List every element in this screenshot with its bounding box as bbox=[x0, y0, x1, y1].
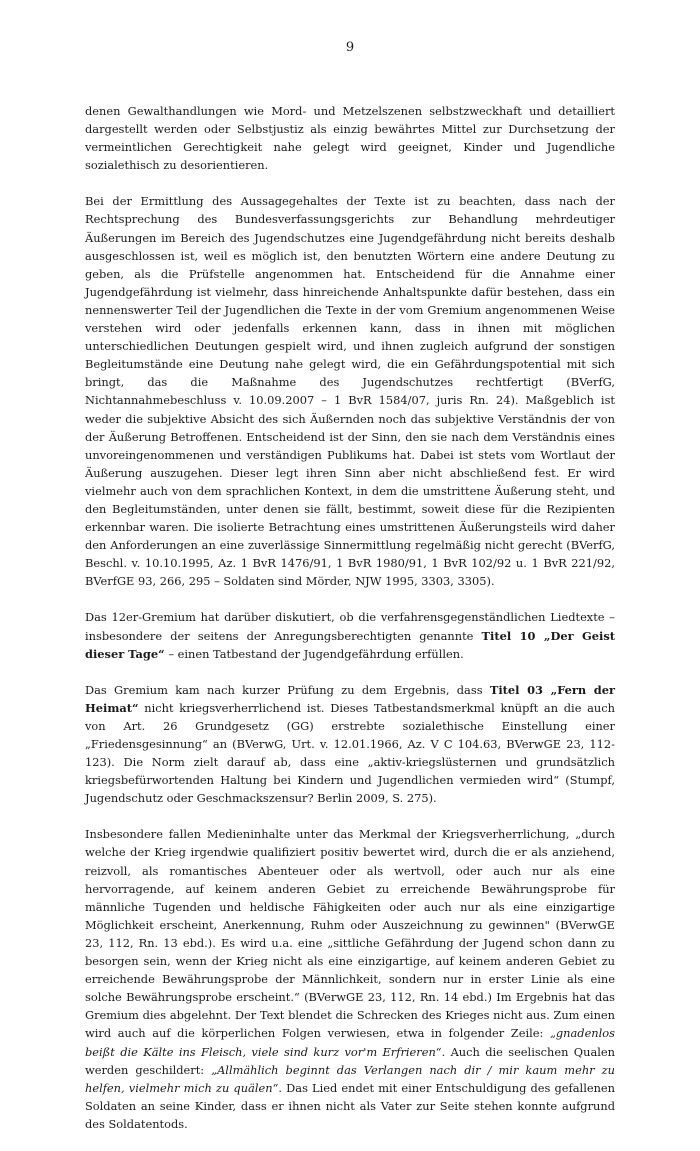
paragraph-4-text-a: Das Gremium kam nach kurzer Prüfung zu dem Ergebnis, dass bbox=[85, 682, 490, 697]
document-body bbox=[85, 102, 615, 1151]
paragraph-4-text-b: nicht kriegsverherrlichend ist. Dieses Tatbestandsmerkmal knüpft an die auch von Art. 26 Grundgesetz (GG) erstrebte sozialethische Einstellung einer „Friedensgesinnung“ an (BVerwG, Urt. v. 12.01.1966, Az. V C 104.63, BVerwGE 23, 112-123). Die Norm zielt darauf ab, dass eine „aktiv-kriegslüsternen und grundsätzlich kriegsbefürwortenden Haltung bei Kindern und Jugendlichen vermieden wird“ (Stumpf, Jugendschutz oder Geschmackszensur? Berlin 2009, S. 275). bbox=[85, 700, 615, 806]
paragraph-3-text-b: – einen Tatbestand der Jugendgefährdung erfüllen. bbox=[164, 646, 464, 661]
paragraph-1-text: denen Gewalthandlungen wie Mord- und Metzelszenen selbstzweckhaft und detailliert dargestellt werden oder Selbstjustiz als einzig bewährtes Mittel zur Durchsetzung der vermeintlichen Gerechtigkeit nahe gelegt wird geeignet, Kinder und Jugendliche sozialethisch zu desorientieren. bbox=[85, 104, 615, 173]
paragraph-5-text-a: Insbesondere fallen Medieninhalte unter das Merkmal der Kriegsverherrlichung, „durch welche der Krieg irgendwie qualifiziert positiv bewertet wird, durch die er als anziehend, reizvoll, als romantisches Abenteuer oder als wertvoll, oder auch nur als eine hervorragende, auf keinem anderen Gebiet zu erreichende Bewährungsprobe für männliche Tugenden und heldische Fähigkeiten oder auch nur als eine einzigartige Möglichkeit erscheint, Anerkennung, Ruhm oder Auszeichnung zu gewinnen" (BVerwGE 23, 112, Rn. 13 ebd.). Es wird u.a. eine „sittliche Gefährdung der Jugend schon dann zu besorgen sein, wenn der Krieg nicht als eine einzigartige, auf keinem anderen Gebiet zu erreichende Bewährungsprobe der Männlichkeit, sondern nur in erster Linie als eine solche Bewährungsprobe erscheint.“ (BVerwGE 23, 112, Rn. 14 ebd.) Im Ergebnis hat das Gremium dies abgelehnt. Der Text blendet die Schrecken des Krieges nicht aus. Zum einen wird auch auf die körperlichen Folgen verwiesen, etwa in folgender Zeile: bbox=[85, 827, 615, 1041]
paragraph-5-text-b: . Auch die seelischen Qualen werden geschildert: bbox=[85, 1044, 615, 1077]
paragraph-2 bbox=[85, 192, 615, 590]
page-number: 9 bbox=[345, 40, 355, 55]
paragraph-2-text: Bei der Ermittlung des Aussagegehaltes der Texte ist zu beachten, dass nach der Rechtsprechung des Bundesverfassungsgerichts zur Behandlung mehrdeutiger Äußerungen im Bereich des Jugendschutzes eine Jugendgefährdung nicht bereits deshalb ausgeschlossen ist, weil es möglich ist, den benutzten Wörtern eine andere Deutung zu geben, als die Prüfstelle angenommen hat. Entscheidend für die Annahme einer Jugendgefährdung ist vielmehr, dass hinreichende Anhaltspunkte dafür bestehen, dass ein nennenswerter Teil der Jugendlichen die Texte in der vom Gremium angenommenen Weise verstehen wird oder jedenfalls erkennen kann, dass in ihnen mit möglichen unterschiedlichen Deutungen gespielt wird, und ihnen zugleich aufgrund der sonstigen Begleitumstände eine Deutung nahe gelegt wird, die ein Gefährdungspotential mit sich bringt, das die Maßnahme des Jugendschutzes rechtfertigt (BVerfG, Nichtannahmebeschluss v. 10.09.2007 – 1 BvR 1584/07, juris Rn. 24). Maßgeblich ist weder die subjektive Absicht des sich Äußernden noch das subjektive Verständnis der von der Äußerung Betroffenen. Entscheidend ist der Sinn, den sie nach dem Verständnis eines unvoreingenommenen und verständigen Publikums hat. Dabei ist stets vom Wortlaut der Äußerung auszugehen. Dieser legt ihren Sinn aber nicht abschließend fest. Er wird vielmehr auch von dem sprachlichen Kontext, in dem die umstrittene Äußerung steht, und den Begleitumständen, unter denen sie fällt, bestimmt, soweit diese für die Rezipienten erkennbar waren. Die isolierte Betrachtung eines umstrittenen Äußerungsteils wird daher den Anforderungen an eine zuverlässige Sinnermittlung regelmäßig nicht gerecht (BVerfG, Beschl. v. 10.10.1995, Az. 1 BvR 1476/91, 1 BvR 1980/91, 1 BvR 102/92 u. 1 BvR 221/92, BVerfGE 93, 266, 295 – Soldaten sind Mörder, NJW 1995, 3303, 3305). bbox=[85, 194, 615, 589]
lyric-quote-2: „Allmählich beginnt das Verlangen nach dir / mir kaum mehr zu helfen, vielmehr mich zu quälen“ bbox=[85, 1062, 616, 1095]
paragraph-5-text-c: . Das Lied endet mit einer Entschuldigung des gefallenen Soldaten an seine Kinder, dass er ihnen nicht als Vater zur Seite stehen konnte aufgrund des Soldatentods. bbox=[85, 1080, 615, 1131]
paragraph-3-text-a: Das 12er-Gremium hat darüber diskutiert, ob die verfahrensgegenständlichen Liedtexte – insbesondere der seitens der Anregungsberechtigten genannte bbox=[85, 610, 615, 643]
lyric-quote-1: „gnadenlos beißt die Kälte ins Fleisch, viele sind kurz vor'm Erfrieren“ bbox=[85, 1026, 615, 1059]
title-03-reference: Titel 03 „Fern der Heimat“ bbox=[85, 682, 615, 715]
paragraph-1 bbox=[85, 102, 615, 174]
paragraph-4 bbox=[85, 681, 615, 808]
paragraph-3 bbox=[85, 608, 615, 662]
paragraph-5 bbox=[85, 825, 615, 1133]
title-10-reference: Titel 10 „Der Geist dieser Tage“ bbox=[85, 628, 615, 661]
